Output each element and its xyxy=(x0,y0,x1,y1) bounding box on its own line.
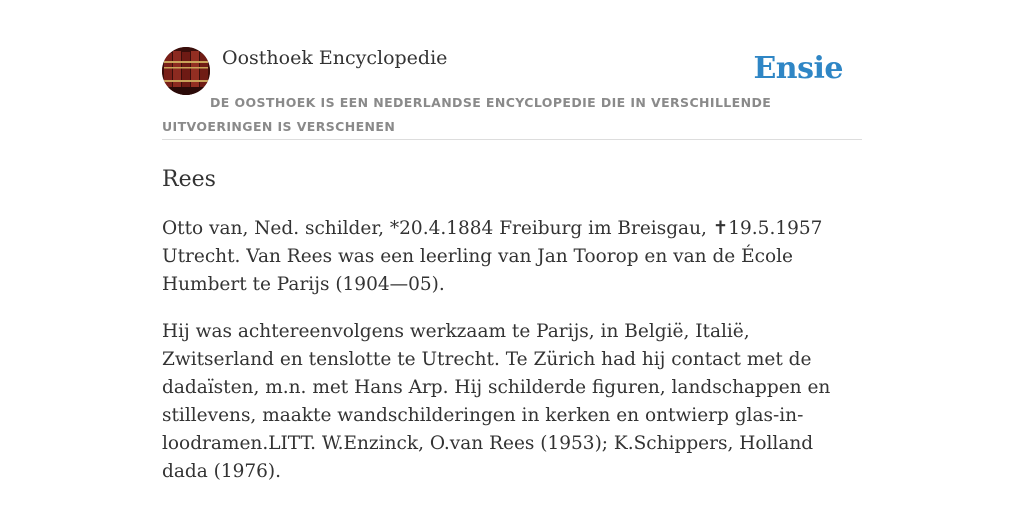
article-paragraph: Hij was achtereenvolgens werkzaam te Parijs, in België, Italië, Zwitserland en tenslotte te Utrecht. Te Zürich had hij contact met de dadaïsten, m.n. met Hans Arp. Hij schilderde figuren, landschappen en stillevens, maakte wandschilderingen in kerken en ontwierp glas-in-loodramen.LITT. W.Enzinck, O.van Rees (1953); K.Schippers, Holland dada (1976). xyxy=(162,321,831,482)
brand-logo[interactable]: Ensie xyxy=(753,51,843,86)
book-spines-icon[interactable] xyxy=(162,47,210,95)
article-title: Rees xyxy=(162,167,216,192)
site-title[interactable]: Oosthoek Encyclopedie xyxy=(222,47,448,69)
article-paragraph: Otto van, Ned. schilder, *20.4.1884 Freiburg im Breisgau, ✝19.5.1957 Utrecht. Van Rees was een leerling van Jan Toorop en van de École Humbert te Parijs (1904—05). xyxy=(162,218,823,295)
source-header xyxy=(162,44,862,140)
site-tagline: DE OOSTHOEK IS EEN NEDERLANDSE ENCYCLOPEDIE DIE IN VERSCHILLENDE UITVOERINGEN IS VERSCHENEN xyxy=(162,95,772,134)
article-card xyxy=(162,44,862,486)
